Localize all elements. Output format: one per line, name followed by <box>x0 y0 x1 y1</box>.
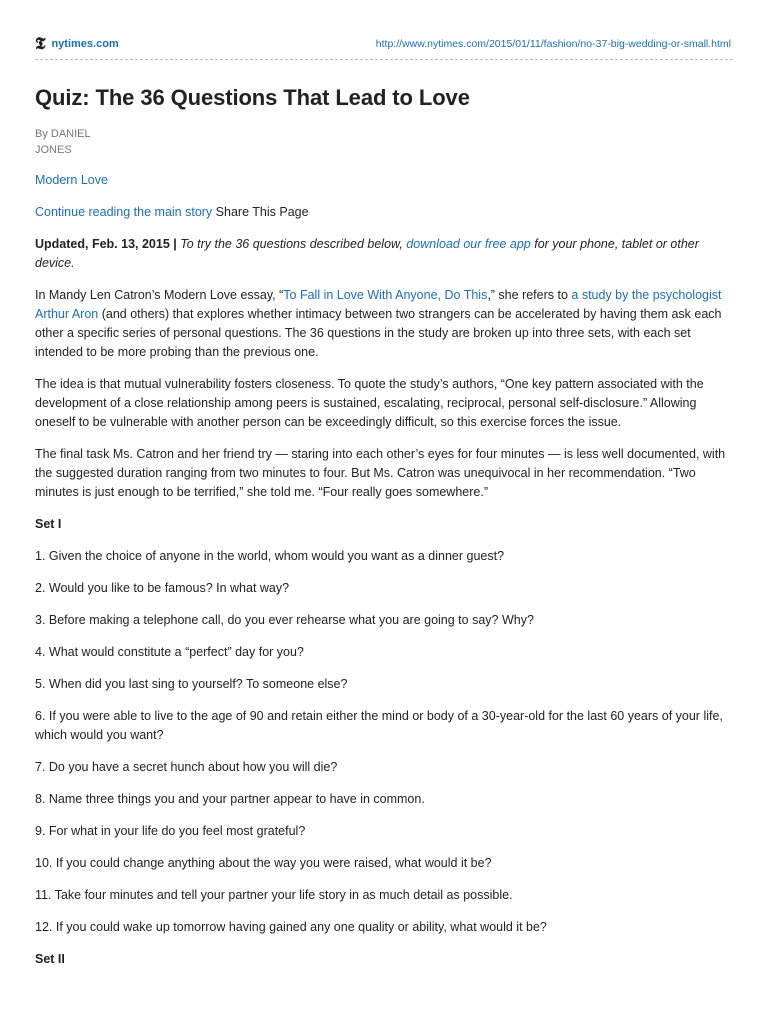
article-title: Quiz: The 36 Questions That Lead to Love <box>35 85 470 110</box>
section-link-modern-love[interactable]: Modern Love <box>35 173 108 187</box>
study-link[interactable]: a study by the psychologist Arthur Aron <box>35 288 722 321</box>
question-list <box>35 547 735 937</box>
essay-link[interactable]: To Fall in Love With Anyone, Do This <box>283 288 488 302</box>
question-item: 3. Before making a telephone call, do you ever rehearse what you are going to say? Why? <box>35 613 534 627</box>
site-brand[interactable] <box>35 34 119 54</box>
question-item: 5. When did you last sing to yourself? To someone else? <box>35 677 348 691</box>
article-body <box>35 84 735 969</box>
continue-reading-link[interactable]: Continue reading the main story <box>35 205 213 219</box>
byline: By DANIEL JONES <box>35 128 91 156</box>
site-name[interactable]: nytimes.com <box>51 38 119 50</box>
question-item: 11. Take four minutes and tell your partner your life story in as much detail as possible. <box>35 888 513 902</box>
site-header <box>35 34 733 56</box>
share-page-text[interactable]: Share This Page <box>215 205 309 219</box>
set-1-heading: Set I <box>35 517 62 531</box>
nyt-logo-icon: 𝕿 <box>35 34 46 54</box>
question-item: 9. For what in your life do you feel most grateful? <box>35 824 306 838</box>
question-item: 6. If you were able to live to the age of 90 and retain either the mind or body of a 30-year-old for the last 60 years of your life, which would you want? <box>35 709 723 742</box>
question-item: 8. Name three things you and your partner appear to have in common. <box>35 792 425 806</box>
question-item: 12. If you could wake up tomorrow having gained any one quality or ability, what would it be? <box>35 920 547 934</box>
page-url-link[interactable]: http://www.nytimes.com/2015/01/11/fashion/no-37-big-wedding-or-small.html <box>375 38 731 50</box>
question-item: 10. If you could change anything about the way you were raised, what would it be? <box>35 856 492 870</box>
download-app-link[interactable]: download our free app <box>406 237 531 251</box>
question-item: 1. Given the choice of anyone in the world, whom would you want as a dinner guest? <box>35 549 505 563</box>
question-item: 2. Would you like to be famous? In what way? <box>35 581 290 595</box>
vulnerability-paragraph: The idea is that mutual vulnerability fosters closeness. To quote the study’s authors, “One key pattern associated with the development of a close relationship among peers is sustained, escalating, reciprocal, personal self-disclosure.” Allowing oneself to be vulnerable with another person can be exceedingly difficult, so this exercise forces the issue. <box>35 377 704 429</box>
set-2-heading: Set II <box>35 952 65 966</box>
update-note <box>35 235 735 273</box>
update-text-1: To try the 36 questions described below, <box>180 237 403 251</box>
update-label: Updated, Feb. 13, 2015 | <box>35 237 177 251</box>
question-item: 7. Do you have a secret hunch about how you will die? <box>35 760 338 774</box>
continue-share-row <box>35 203 735 222</box>
update-text-2: for your phone, tablet or other device. <box>35 237 699 270</box>
question-item: 4. What would constitute a “perfect” day for you? <box>35 645 304 659</box>
final-task-paragraph: The final task Ms. Catron and her friend try — staring into each other’s eyes for four minutes — is less well documented, with the suggested duration ranging from two minutes to four. But Ms. Catron was unequivocal in her recommendation. “Two minutes is just enough to be terrified,” she told me. “Four really goes somewhere.” <box>35 447 726 499</box>
intro-paragraph: In Mandy Len Catron’s Modern Love essay, “To Fall in Love With Anyone, Do This,” she refers to a study by the psychologist Arthur Aron (and others) that explores whether intimacy between two strangers can be accelerated by having them ask each other a specific series of personal questions. The 36 questions in the study are broken up into three sets, with each set intended to be more probing than the previous one. <box>35 288 722 359</box>
header-divider <box>35 59 733 60</box>
